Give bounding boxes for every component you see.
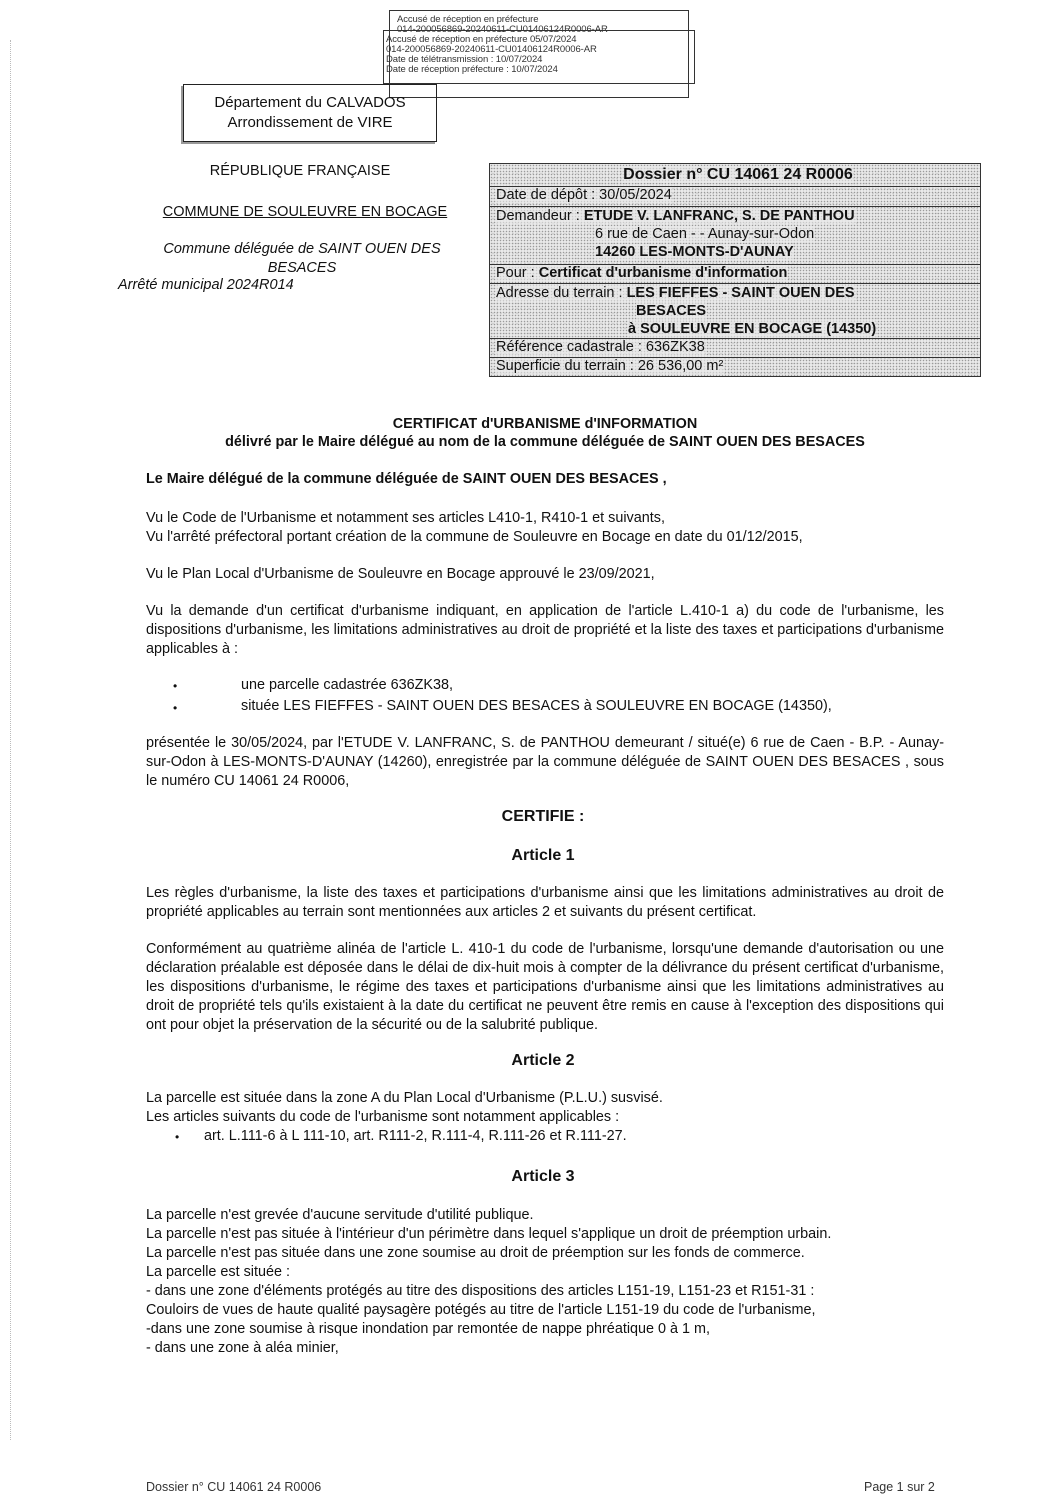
footer-page: Page 1 sur 2	[864, 1480, 935, 1494]
dossier-number: Dossier n° CU 14061 24 R0006	[490, 164, 980, 187]
department-name: Département du CALVADOS	[214, 94, 406, 111]
article1-heading: Article 1	[511, 847, 575, 864]
bullet-icon: •	[173, 679, 178, 693]
arrete-municipal: Arrêté municipal 2024R014	[118, 277, 294, 293]
article2-articles: Les articles suivants du code de l'urbanisme sont notamment applicables :	[146, 1109, 620, 1125]
scan-margin	[10, 40, 12, 1440]
parcelle-situee: située LES FIEFFES - SAINT OUEN DES BESACES à SOULEUVRE EN BOCAGE (14350),	[241, 698, 832, 714]
reception-stamp-overlay	[383, 30, 695, 84]
certificat-subtitle: délivré par le Maire délégué au nom de la commune déléguée de SAINT OUEN DES BESACES	[225, 434, 865, 450]
stamp-line: Date de réception préfecture : 10/07/2024	[386, 64, 558, 75]
article3-line: Couloirs de vues de haute qualité paysagère potégés au titre de l'article L151-19 du code de l'urbanisme,	[146, 1302, 816, 1318]
stamp-line: Accusé de réception en préfecture 05/07/2024	[386, 34, 577, 45]
article1-paragraph1: Les règles d'urbanisme, la liste des taxes et participations d'urbanisme ainsi que les limitations administratives au droit de propriété applicables au terrain sont mentionnées aux articles 2 et suivants du présent certificat.	[146, 885, 944, 920]
superficie-terrain: Superficie du terrain : 26 536,00 m²	[496, 358, 724, 374]
article3-line: - dans une zone d'éléments protégés au titre des dispositions des articles L151-19, L151-23 et R151-31 :	[146, 1283, 815, 1299]
article3-line: La parcelle est située :	[146, 1264, 290, 1280]
stamp-line: 014-200056869-20240611-CU01406124R0006-AR	[397, 24, 608, 35]
parcelle-cadastree: une parcelle cadastrée 636ZK38,	[241, 677, 454, 693]
reference-cadastrale: Référence cadastrale : 636ZK38	[490, 339, 980, 358]
vu-plu: Vu le Plan Local d'Urbanisme de Souleuvre en Bocage approuvé le 23/09/2021,	[146, 566, 655, 582]
article3-line: -dans une zone soumise à risque inondation par remontée de nappe phréatique 0 à 1 m,	[146, 1321, 711, 1337]
date-depot: Date de dépôt : 30/05/2024	[490, 187, 980, 207]
article3-line: La parcelle n'est pas située à l'intérieur d'un périmètre dans lequel s'applique un droit de préemption urbain.	[146, 1226, 832, 1242]
arrondissement-name: Arrondissement de VIRE	[227, 114, 393, 131]
article3-line: La parcelle n'est pas située dans une zone soumise au droit de préemption sur les fonds de commerce.	[146, 1245, 805, 1261]
article1-paragraph2: Conformément au quatrième alinéa de l'article L. 410-1 du code de l'urbanisme, lorsqu'une demande d'autorisation ou une déclaration préalable est déposée dans le délai de dix-huit mois à compter de la délivrance du présent certificat d'urbanisme, les dispositions d'urbanisme, le régime des taxes et participations d'urbanisme ainsi que les limitations administratives au droit de propriété tels qu'ils existaient à la date du certificat ne peuvent être remis en cause à l'exception des dispositions qui ont pour objet la préservation de la sécurité ou de la salubrité publique.	[146, 941, 944, 1033]
vu-demande: Vu la demande d'un certificat d'urbanisme indiquant, en application de l'article L.410-1 a) du code de l'urbanisme, les dispositions d'urbanisme, les limitations administratives au droit de propriété et la liste des taxes et participations d'urbanisme applicables à :	[146, 603, 944, 657]
maire-delegue: Le Maire délégué de la commune déléguée de SAINT OUEN DES BESACES ,	[146, 471, 667, 487]
commune-title: COMMUNE DE SOULEUVRE EN BOCAGE	[162, 204, 448, 220]
adresse-terrain: Adresse du terrain : LES FIEFFES - SAINT OUEN DES BESACES à SOULEUVRE EN BOCAGE (14350)	[490, 284, 980, 339]
article2-heading: Article 2	[511, 1052, 575, 1069]
vu-code-urbanisme: Vu le Code de l'Urbanisme et notamment ses articles L410-1, R410-1 et suivants,	[146, 510, 665, 526]
commune-deleguee: Commune déléguée de SAINT OUEN DES BESACES	[163, 241, 441, 276]
certifie-heading: CERTIFIE :	[501, 808, 585, 825]
article3-line: - dans une zone à aléa minier,	[146, 1340, 339, 1356]
republique-francaise: RÉPUBLIQUE FRANÇAISE	[209, 163, 391, 179]
article2-zone: La parcelle est située dans la zone A du Plan Local d'Urbanisme (P.L.U.) susvisé.	[146, 1090, 663, 1106]
certificat-title: CERTIFICAT d'URBANISME d'INFORMATION	[392, 416, 698, 432]
demandeur: Demandeur : ETUDE V. LANFRANC, S. DE PANTHOU 6 rue de Caen - - Aunay-sur-Odon 14260 LES-MONTS-D'AUNAY	[490, 207, 980, 265]
article2-list: art. L.111-6 à L 111-10, art. R111-2, R.111-4, R.111-26 et R.111-27.	[204, 1128, 627, 1144]
stamp-line: Date de télétransmission : 10/07/2024	[386, 54, 543, 65]
footer-dossier: Dossier n° CU 14061 24 R0006	[146, 1480, 322, 1494]
bullet-icon: •	[175, 1130, 180, 1144]
vu-arrete-prefectoral: Vu l'arrêté préfectoral portant création de la commune de Souleuvre en Bocage en date du 01/12/2015,	[146, 529, 803, 545]
stamp-line: 014-200056869-20240611-CU01406124R0006-AR	[386, 44, 597, 55]
stamp-line: Accusé de réception en préfecture	[397, 14, 539, 25]
bullet-icon: •	[173, 701, 178, 715]
article3-line: La parcelle n'est grevée d'aucune servitude d'utilité publique.	[146, 1207, 534, 1223]
dossier-box	[489, 163, 981, 377]
presentee: présentée le 30/05/2024, par l'ETUDE V. LANFRANC, S. de PANTHOU demeurant / situé(e) 6 rue de Caen - B.P. - Aunay-sur-Odon à LES-MONTS-D'AUNAY (14260), enregistrée par la commune déléguée de SAINT OUEN DES BESACES , sous le numéro CU 14061 24 R0006,	[146, 735, 944, 789]
department-box	[183, 84, 437, 142]
article3-heading: Article 3	[511, 1168, 575, 1185]
objet-demande: Pour : Certificat d'urbanisme d'information	[490, 265, 980, 284]
